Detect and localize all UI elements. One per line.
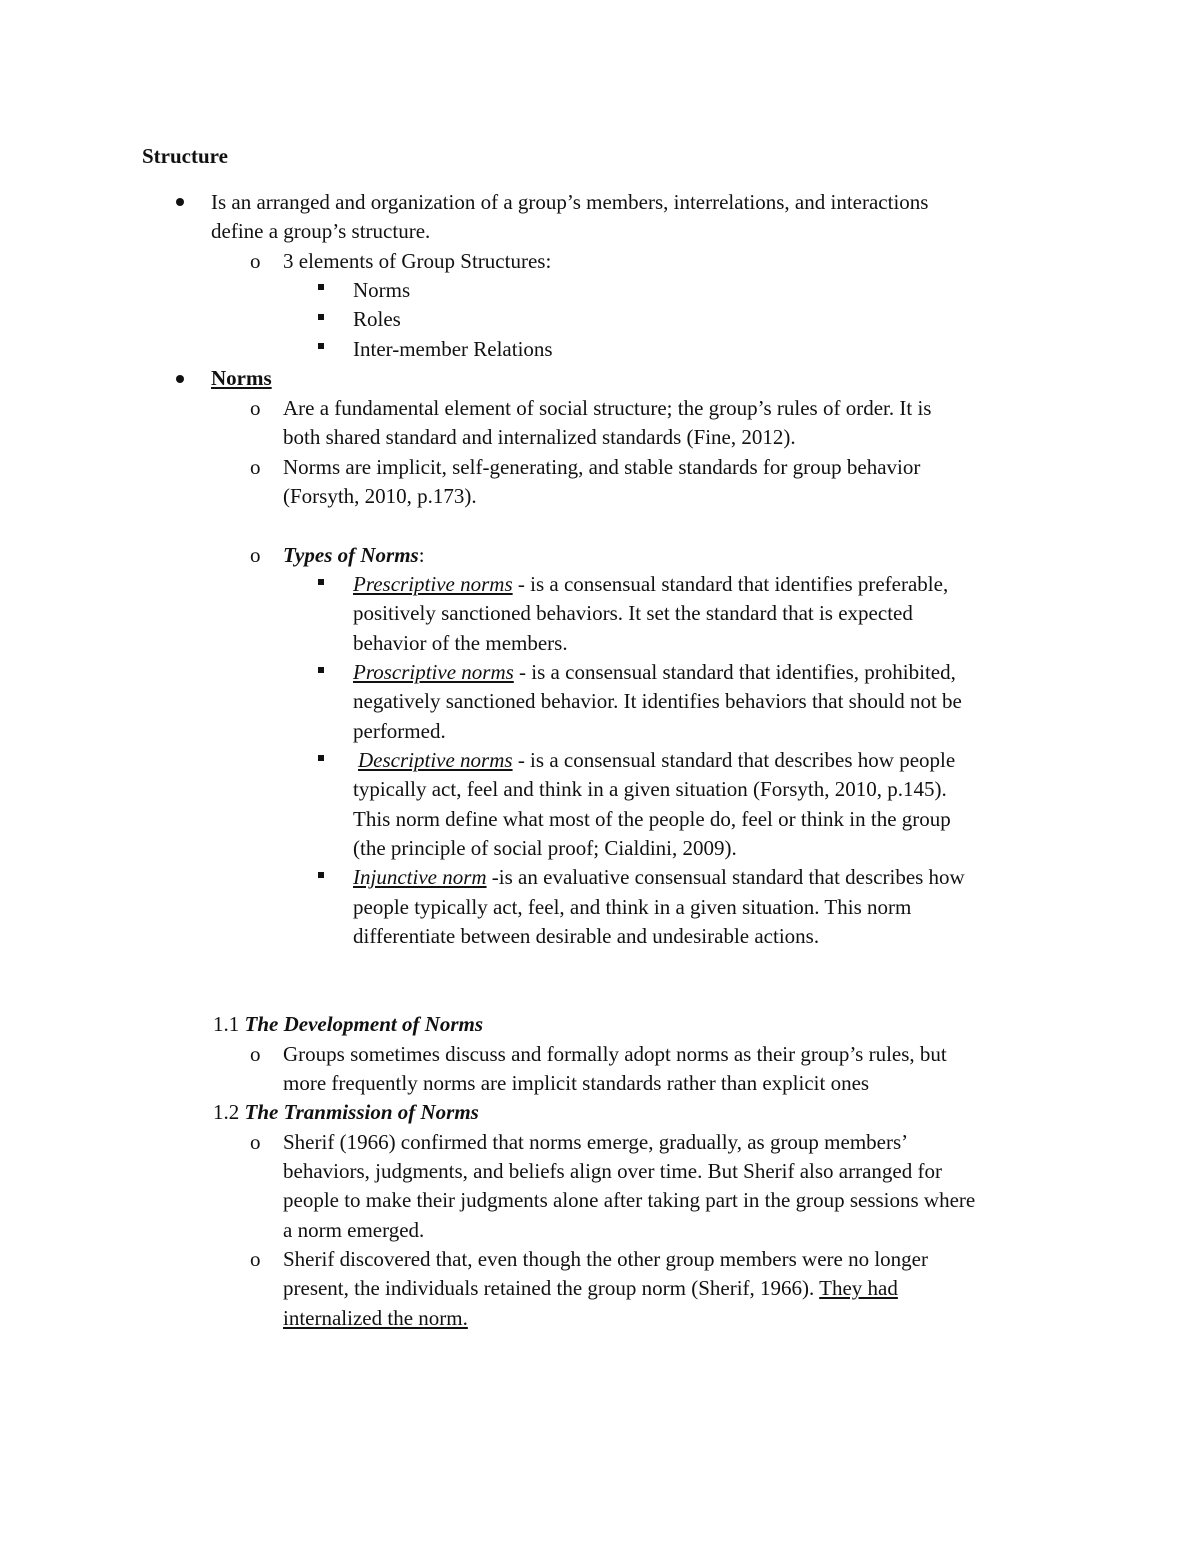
proscriptive-def: - is a consensual standard that identifies, prohibited, xyxy=(513,660,956,684)
structure-definition-line1: Is an arranged and organization of a group’s members, interrelations, and interactions xyxy=(211,190,929,214)
proscriptive-line3: performed. xyxy=(353,719,446,743)
proscriptive-line2: negatively sanctioned behavior. It identifies behaviors that should not be xyxy=(353,689,962,713)
section-1-2-p2-underlined: They had xyxy=(819,1276,898,1300)
types-heading-colon: : xyxy=(418,543,425,567)
norms-point2-line2: (Forsyth, 2010, p.173). xyxy=(283,484,477,508)
section-1-2-title: The Tranmission of Norms xyxy=(244,1100,479,1124)
section-1-2-p1-line4: a norm emerged. xyxy=(283,1218,425,1242)
circle-bullet-icon: o xyxy=(250,543,261,567)
prescriptive-line2: positively sanctioned behaviors. It set the standard that is expected xyxy=(353,601,913,625)
bullet-icon xyxy=(176,198,184,206)
injunctive-line1 xyxy=(353,863,965,892)
section-1-2-p2-line1: Sherif discovered that, even though the other group members were no longer xyxy=(283,1247,928,1271)
structure-heading: Structure xyxy=(142,144,228,168)
section-1-2-p2-line2 xyxy=(283,1274,898,1303)
injunctive-line2: people typically act, feel, and think in a given situation. This norm xyxy=(353,895,912,919)
element-item: Roles xyxy=(353,307,401,331)
square-bullet-icon xyxy=(318,579,324,585)
descriptive-line2: typically act, feel and think in a given situation (Forsyth, 2010, p.145). xyxy=(353,777,947,801)
square-bullet-icon xyxy=(318,314,324,320)
injunctive-term: Injunctive norm xyxy=(353,865,487,889)
square-bullet-icon xyxy=(318,284,324,290)
square-bullet-icon xyxy=(318,343,324,349)
injunctive-def: -is an evaluative consensual standard that describes how xyxy=(486,865,965,889)
bullet-icon xyxy=(176,375,184,383)
section-1-2-p2-line3: internalized the norm. xyxy=(283,1306,468,1330)
descriptive-line4: (the principle of social proof; Cialdini, 2009). xyxy=(353,836,737,860)
proscriptive-term: Proscriptive norms xyxy=(353,660,514,684)
structure-definition-line2: define a group’s structure. xyxy=(211,219,431,243)
circle-bullet-icon: o xyxy=(250,1247,261,1271)
descriptive-def: - is a consensual standard that describes how people xyxy=(512,748,956,772)
norms-point1-line2: both shared standard and internalized standards (Fine, 2012). xyxy=(283,425,796,449)
section-1-2-p1-line2: behaviors, judgments, and beliefs align over time. But Sherif also arranged for xyxy=(283,1159,942,1183)
circle-bullet-icon: o xyxy=(250,1042,261,1066)
circle-bullet-icon: o xyxy=(250,249,261,273)
section-1-1-number: 1.1 xyxy=(213,1012,245,1036)
norms-point1-line1: Are a fundamental element of social structure; the group’s rules of order. It is xyxy=(283,396,932,420)
descriptive-term: Descriptive norms xyxy=(358,748,513,772)
prescriptive-term: Prescriptive norms xyxy=(353,572,513,596)
types-heading-text: Types of Norms xyxy=(283,543,419,567)
circle-bullet-icon: o xyxy=(250,396,261,420)
types-heading xyxy=(283,541,425,570)
circle-bullet-icon: o xyxy=(250,455,261,479)
section-1-1-heading xyxy=(213,1010,483,1039)
proscriptive-line1 xyxy=(353,658,956,687)
section-1-1-title: The Development of Norms xyxy=(244,1012,484,1036)
injunctive-line3: differentiate between desirable and undesirable actions. xyxy=(353,924,820,948)
prescriptive-line3: behavior of the members. xyxy=(353,631,568,655)
descriptive-line1 xyxy=(358,746,955,775)
section-1-2-p2-plain: present, the individuals retained the group norm (Sherif, 1966). xyxy=(283,1276,820,1300)
norms-point2-line1: Norms are implicit, self-generating, and stable standards for group behavior xyxy=(283,455,921,479)
section-1-2-heading xyxy=(213,1098,479,1127)
norms-heading: Norms xyxy=(211,366,272,390)
elements-intro: 3 elements of Group Structures: xyxy=(283,249,552,273)
prescriptive-line1 xyxy=(353,570,948,599)
descriptive-line3: This norm define what most of the people do, feel or think in the group xyxy=(353,807,951,831)
square-bullet-icon xyxy=(318,872,324,878)
square-bullet-icon xyxy=(318,755,324,761)
section-1-2-p1-line3: people to make their judgments alone after taking part in the group sessions where xyxy=(283,1188,976,1212)
circle-bullet-icon: o xyxy=(250,1130,261,1154)
section-1-1-line2: more frequently norms are implicit standards rather than explicit ones xyxy=(283,1071,870,1095)
section-1-2-p1-line1: Sherif (1966) confirmed that norms emerge, gradually, as group members’ xyxy=(283,1130,909,1154)
element-item: Inter-member Relations xyxy=(353,337,553,361)
element-item: Norms xyxy=(353,278,411,302)
section-1-1-line1: Groups sometimes discuss and formally adopt norms as their group’s rules, but xyxy=(283,1042,947,1066)
prescriptive-def: - is a consensual standard that identifies preferable, xyxy=(512,572,949,596)
square-bullet-icon xyxy=(318,667,324,673)
section-1-2-number: 1.2 xyxy=(213,1100,245,1124)
